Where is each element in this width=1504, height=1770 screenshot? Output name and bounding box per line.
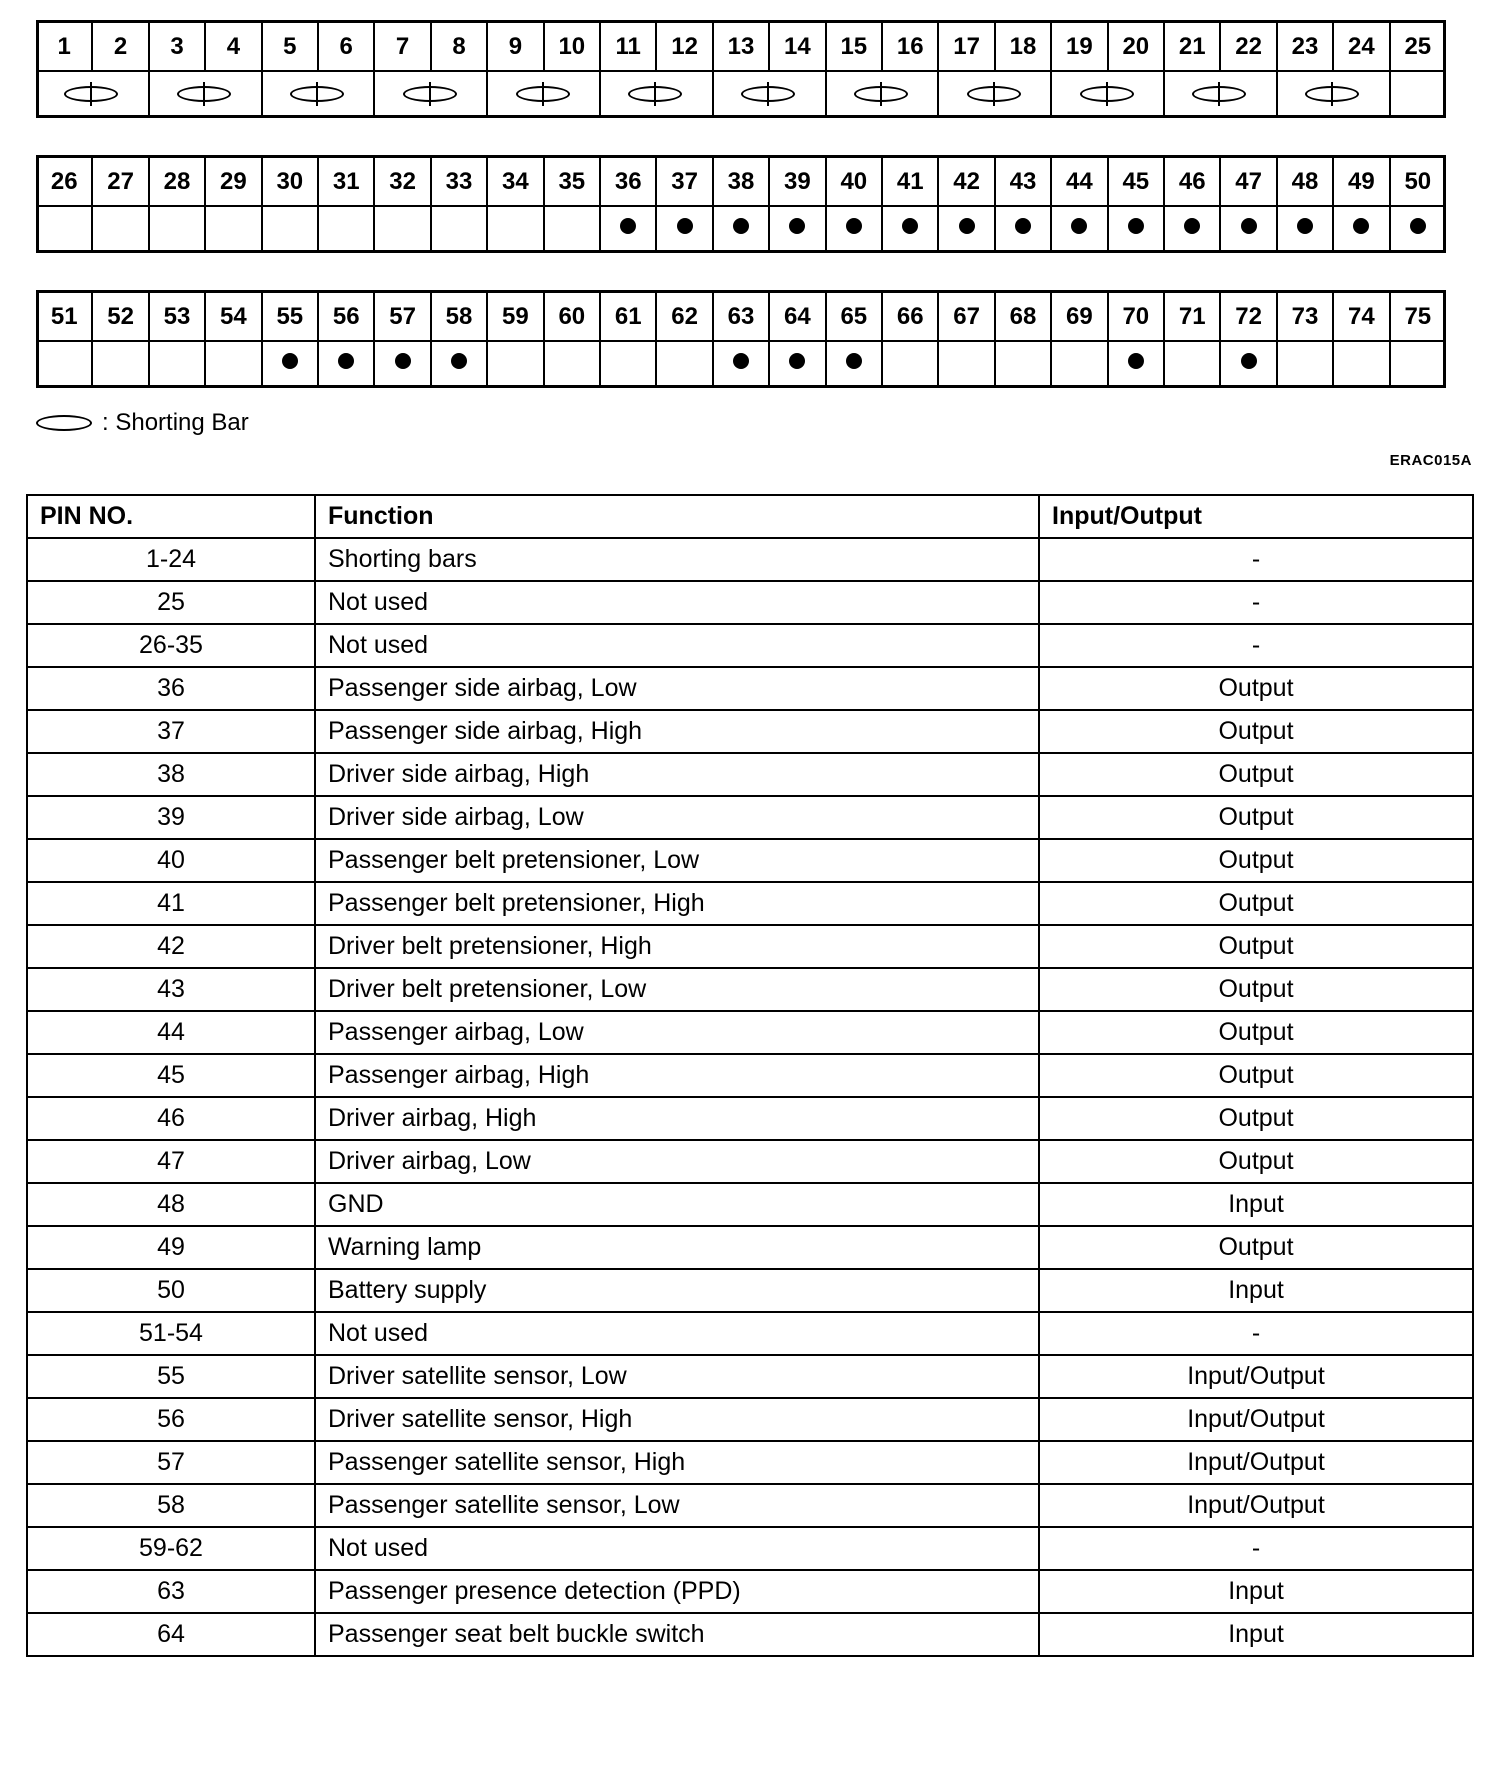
pin-number-4: 4: [226, 32, 241, 60]
pin-number-48: 48: [1291, 167, 1319, 195]
pin-number-27: 27: [107, 167, 134, 195]
pin-number-39: 39: [784, 167, 811, 195]
pin-no-cell: 37: [27, 710, 315, 753]
pin-number-73: 73: [1291, 302, 1319, 330]
io-cell: Output: [1039, 796, 1473, 839]
io-cell: -: [1039, 538, 1473, 581]
pin-number-17: 17: [953, 32, 980, 60]
table-row: [27, 624, 1473, 667]
used-pin-dot: [846, 218, 862, 234]
pin-number-33: 33: [445, 167, 473, 195]
pin-no-cell: 63: [27, 1570, 315, 1613]
figure-code: ERAC015A: [1389, 452, 1472, 469]
pin-number-71: 71: [1178, 302, 1206, 330]
pin-no-cell: 56: [27, 1398, 315, 1441]
table-row: [27, 1054, 1473, 1097]
function-cell: Passenger satellite sensor, Low: [315, 1484, 1039, 1527]
table-row: [27, 1484, 1473, 1527]
function-cell: Passenger satellite sensor, High: [315, 1441, 1039, 1484]
table-row: [27, 1183, 1473, 1226]
function-cell: Driver belt pretensioner, High: [315, 925, 1039, 968]
shorting-bar-divider: [993, 82, 995, 106]
io-cell: Output: [1039, 1140, 1473, 1183]
pin-number-10: 10: [558, 32, 586, 60]
function-cell: Driver airbag, High: [315, 1097, 1039, 1140]
function-cell: Not used: [315, 1527, 1039, 1570]
header-function: Function: [315, 495, 1039, 538]
function-cell: Not used: [315, 624, 1039, 667]
row-divider: [39, 70, 1443, 72]
used-pin-dot: [1184, 218, 1200, 234]
table-header-row: [27, 495, 1473, 538]
io-cell: Input/Output: [1039, 1398, 1473, 1441]
io-cell: Output: [1039, 925, 1473, 968]
legend-label: : Shorting Bar: [102, 409, 249, 436]
shorting-bar-icon: [36, 415, 92, 431]
pin-number-57: 57: [389, 302, 416, 330]
row-divider: [39, 340, 1443, 342]
function-cell: Not used: [315, 581, 1039, 624]
io-cell: Output: [1039, 882, 1473, 925]
pin-number-34: 34: [502, 167, 529, 195]
pin-number-19: 19: [1066, 32, 1093, 60]
function-cell: Passenger seat belt buckle switch: [315, 1613, 1039, 1656]
io-cell: Output: [1039, 839, 1473, 882]
io-cell: Output: [1039, 1054, 1473, 1097]
pin-number-37: 37: [671, 167, 698, 195]
pin-number-56: 56: [332, 302, 360, 330]
shorting-bar-divider: [654, 82, 656, 106]
io-cell: Output: [1039, 1011, 1473, 1054]
io-cell: Input/Output: [1039, 1484, 1473, 1527]
pin-no-cell: 38: [27, 753, 315, 796]
table-row: [27, 1613, 1473, 1656]
pin-number-8: 8: [452, 32, 466, 60]
io-cell: Output: [1039, 710, 1473, 753]
table-row: [27, 1097, 1473, 1140]
pin-number-70: 70: [1122, 302, 1150, 330]
used-pin-dot: [338, 353, 354, 369]
function-cell: Warning lamp: [315, 1226, 1039, 1269]
pin-number-36: 36: [614, 167, 642, 195]
used-pin-dot: [733, 218, 749, 234]
pin-no-cell: 47: [27, 1140, 315, 1183]
connector-row-1: [36, 20, 1446, 118]
header-pin-no: PIN NO.: [27, 495, 315, 538]
used-pin-dot: [902, 218, 918, 234]
pin-no-cell: 51-54: [27, 1312, 315, 1355]
pin-number-59: 59: [502, 302, 529, 330]
shorting-bar-divider: [1106, 82, 1108, 106]
pin-number-5: 5: [283, 32, 297, 60]
legend: [36, 408, 249, 438]
connector-pin-diagram: [36, 20, 1446, 410]
function-cell: Driver satellite sensor, Low: [315, 1355, 1039, 1398]
table-row: [27, 1011, 1473, 1054]
pin-no-cell: 40: [27, 839, 315, 882]
pin-number-21: 21: [1178, 32, 1206, 60]
function-cell: Driver belt pretensioner, Low: [315, 968, 1039, 1011]
function-cell: Driver airbag, Low: [315, 1140, 1039, 1183]
io-cell: Output: [1039, 968, 1473, 1011]
pin-number-22: 22: [1235, 32, 1262, 60]
pin-number-43: 43: [1009, 167, 1037, 195]
pin-no-cell: 45: [27, 1054, 315, 1097]
pin-no-cell: 57: [27, 1441, 315, 1484]
pin-number-26: 26: [50, 167, 78, 195]
used-pin-dot: [959, 218, 975, 234]
io-cell: Output: [1039, 1097, 1473, 1140]
shorting-bar-divider: [203, 82, 205, 106]
pin-number-16: 16: [896, 32, 924, 60]
pin-number-7: 7: [395, 32, 410, 60]
shorting-bar-divider: [1331, 82, 1333, 106]
pin-no-cell: 58: [27, 1484, 315, 1527]
function-cell: Passenger belt pretensioner, High: [315, 882, 1039, 925]
pin-number-20: 20: [1122, 32, 1150, 60]
table-row: [27, 1226, 1473, 1269]
pin-number-6: 6: [339, 32, 353, 60]
function-cell: Passenger belt pretensioner, Low: [315, 839, 1039, 882]
pin-no-cell: 39: [27, 796, 315, 839]
function-cell: Passenger side airbag, Low: [315, 667, 1039, 710]
used-pin-dot: [395, 353, 411, 369]
used-pin-dot: [1297, 218, 1313, 234]
used-pin-dot: [1353, 218, 1369, 234]
function-cell: Driver side airbag, High: [315, 753, 1039, 796]
shorting-bar-divider: [429, 82, 431, 106]
pin-number-18: 18: [1009, 32, 1037, 60]
pin-number-62: 62: [671, 302, 698, 330]
table-row: [27, 882, 1473, 925]
io-cell: Input: [1039, 1269, 1473, 1312]
pin-number-24: 24: [1348, 32, 1375, 60]
row-divider: [39, 205, 1443, 207]
pin-number-13: 13: [727, 32, 755, 60]
pin-number-31: 31: [332, 167, 360, 195]
pin-number-50: 50: [1404, 167, 1432, 195]
pin-number-67: 67: [953, 302, 980, 330]
pin-no-cell: 36: [27, 667, 315, 710]
function-cell: Not used: [315, 1312, 1039, 1355]
pin-number-75: 75: [1404, 302, 1432, 330]
used-pin-dot: [846, 353, 862, 369]
function-cell: Passenger side airbag, High: [315, 710, 1039, 753]
pin-no-cell: 59-62: [27, 1527, 315, 1570]
shorting-bar-divider: [1218, 82, 1220, 106]
table-row: [27, 1355, 1473, 1398]
table-row: [27, 925, 1473, 968]
io-cell: Output: [1039, 753, 1473, 796]
shorting-bar-divider: [542, 82, 544, 106]
pin-no-cell: 64: [27, 1613, 315, 1656]
pin-number-64: 64: [784, 302, 811, 330]
pin-number-69: 69: [1066, 302, 1093, 330]
pin-number-53: 53: [163, 302, 191, 330]
used-pin-dot: [1071, 218, 1087, 234]
pin-number-49: 49: [1348, 167, 1375, 195]
used-pin-dot: [1128, 353, 1144, 369]
pin-number-68: 68: [1009, 302, 1037, 330]
used-pin-dot: [282, 353, 298, 369]
pin-number-14: 14: [784, 32, 811, 60]
used-pin-dot: [620, 218, 636, 234]
used-pin-dot: [1015, 218, 1031, 234]
pin-number-40: 40: [840, 167, 868, 195]
used-pin-dot: [789, 353, 805, 369]
shorting-bar-divider: [767, 82, 769, 106]
io-cell: Output: [1039, 1226, 1473, 1269]
pin-number-61: 61: [614, 302, 642, 330]
io-cell: Input: [1039, 1613, 1473, 1656]
io-cell: Input/Output: [1039, 1441, 1473, 1484]
shorting-bar-divider: [880, 82, 882, 106]
pin-number-46: 46: [1178, 167, 1206, 195]
function-cell: Driver side airbag, Low: [315, 796, 1039, 839]
pin-number-58: 58: [445, 302, 473, 330]
function-cell: Passenger airbag, High: [315, 1054, 1039, 1097]
function-cell: GND: [315, 1183, 1039, 1226]
table-row: [27, 1269, 1473, 1312]
shorting-bar-divider: [316, 82, 318, 106]
table-row: [27, 839, 1473, 882]
pin-no-cell: 42: [27, 925, 315, 968]
io-cell: -: [1039, 1527, 1473, 1570]
pin-number-51: 51: [50, 302, 78, 330]
table-row: [27, 753, 1473, 796]
table-row: [27, 1140, 1473, 1183]
pin-number-63: 63: [727, 302, 755, 330]
pin-number-15: 15: [840, 32, 868, 60]
pin-number-25: 25: [1404, 32, 1432, 60]
table-row: [27, 538, 1473, 581]
pin-no-cell: 55: [27, 1355, 315, 1398]
table-row: [27, 1312, 1473, 1355]
used-pin-dot: [451, 353, 467, 369]
io-cell: -: [1039, 581, 1473, 624]
pin-no-cell: 48: [27, 1183, 315, 1226]
shorting-bar-divider: [90, 82, 92, 106]
pin-number-41: 41: [896, 167, 924, 195]
io-cell: -: [1039, 624, 1473, 667]
pin-no-cell: 50: [27, 1269, 315, 1312]
pin-number-12: 12: [671, 32, 698, 60]
table-row: [27, 667, 1473, 710]
pin-number-42: 42: [953, 167, 980, 195]
pin-number-65: 65: [840, 302, 868, 330]
used-pin-dot: [789, 218, 805, 234]
function-cell: Battery supply: [315, 1269, 1039, 1312]
pin-no-cell: 26-35: [27, 624, 315, 667]
used-pin-dot: [1128, 218, 1144, 234]
pin-number-47: 47: [1235, 167, 1262, 195]
io-cell: Input: [1039, 1570, 1473, 1613]
function-cell: Passenger presence detection (PPD): [315, 1570, 1039, 1613]
pin-number-30: 30: [276, 167, 304, 195]
used-pin-dot: [733, 353, 749, 369]
io-cell: Output: [1039, 667, 1473, 710]
io-cell: -: [1039, 1312, 1473, 1355]
connector-row-3: [36, 290, 1446, 388]
table-row: [27, 581, 1473, 624]
pin-number-1: 1: [57, 32, 71, 60]
pin-number-72: 72: [1235, 302, 1262, 330]
pin-number-45: 45: [1122, 167, 1150, 195]
pin-number-66: 66: [896, 302, 924, 330]
pin-no-cell: 44: [27, 1011, 315, 1054]
pin-number-2: 2: [113, 32, 128, 60]
pin-no-cell: 46: [27, 1097, 315, 1140]
io-cell: Input/Output: [1039, 1355, 1473, 1398]
connector-row-2: [36, 155, 1446, 253]
pin-number-32: 32: [389, 167, 416, 195]
table-row: [27, 1398, 1473, 1441]
used-pin-dot: [1241, 218, 1257, 234]
pin-number-11: 11: [615, 32, 641, 60]
pin-number-9: 9: [508, 32, 523, 60]
pin-no-cell: 25: [27, 581, 315, 624]
pin-number-52: 52: [107, 302, 134, 330]
used-pin-dot: [1241, 353, 1257, 369]
pin-number-54: 54: [220, 302, 247, 330]
pin-number-44: 44: [1066, 167, 1093, 195]
table-row: [27, 1527, 1473, 1570]
pin-number-29: 29: [220, 167, 247, 195]
pin-no-cell: 43: [27, 968, 315, 1011]
pin-no-cell: 41: [27, 882, 315, 925]
pin-number-60: 60: [558, 302, 586, 330]
table-row: [27, 968, 1473, 1011]
table-row: [27, 1441, 1473, 1484]
header-input-output: Input/Output: [1039, 495, 1473, 538]
io-cell: Input: [1039, 1183, 1473, 1226]
pin-no-cell: 49: [27, 1226, 315, 1269]
function-cell: Passenger airbag, Low: [315, 1011, 1039, 1054]
pin-number-74: 74: [1348, 302, 1375, 330]
used-pin-dot: [1410, 218, 1426, 234]
function-cell: Shorting bars: [315, 538, 1039, 581]
pin-number-23: 23: [1291, 32, 1319, 60]
table-row: [27, 710, 1473, 753]
pin-number-55: 55: [276, 302, 304, 330]
pin-number-35: 35: [558, 167, 586, 195]
pin-function-table: [26, 494, 1474, 1657]
table-row: [27, 1570, 1473, 1613]
table-row: [27, 796, 1473, 839]
used-pin-dot: [677, 218, 693, 234]
pin-number-3: 3: [170, 32, 184, 60]
pin-no-cell: 1-24: [27, 538, 315, 581]
pin-number-38: 38: [727, 167, 755, 195]
function-cell: Driver satellite sensor, High: [315, 1398, 1039, 1441]
pin-number-28: 28: [163, 167, 191, 195]
